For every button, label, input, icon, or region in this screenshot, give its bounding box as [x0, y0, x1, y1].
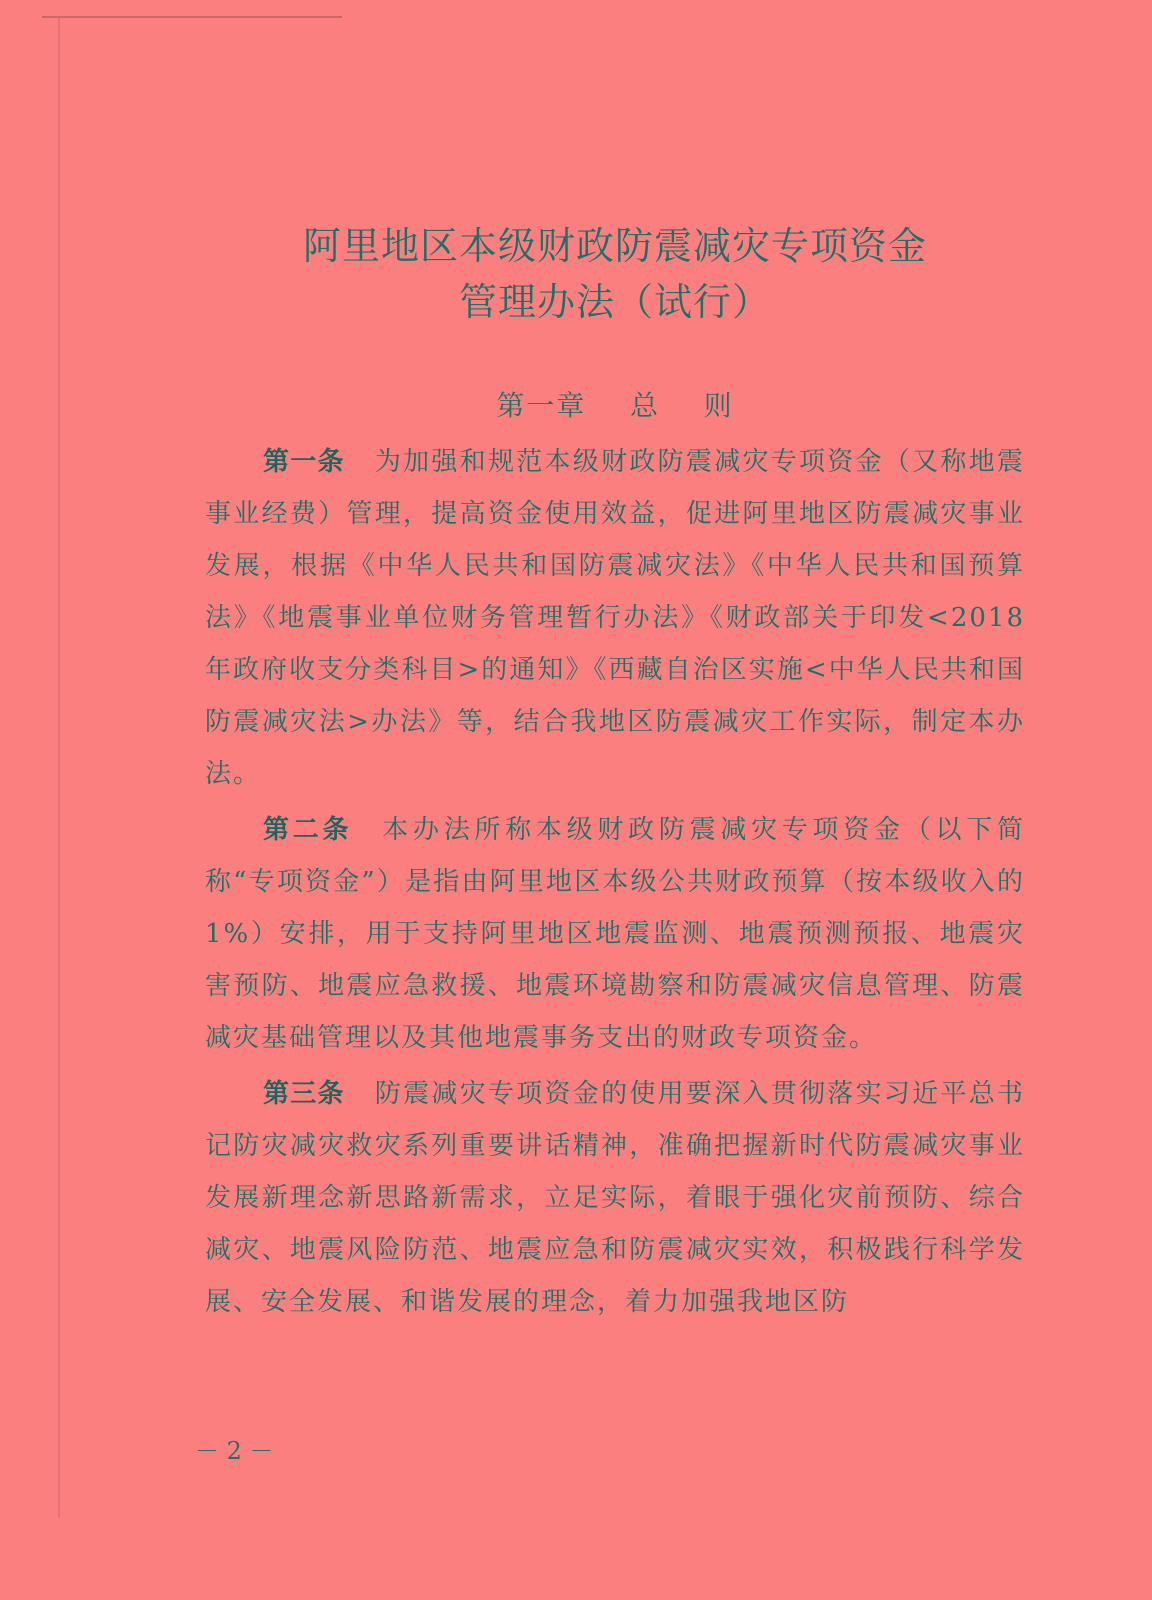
article-label: 第一条 — [263, 447, 345, 477]
document-page — [205, 0, 1025, 1600]
article-text: 为加强和规范本级财政防震减灾专项资金（又称地震事业经费）管理，提高资金使用效益，促进阿里地区防震减灾事业发展，根据《中华人民共和国防震减灾法》《中华人民共和国预算法》《地震事业单位财务管理暂行办法》《财政部关于印发<2018年政府收支分类科目>的通知》《西藏自治区实施<中华人民共和国防震减灾法>办法》等，结合我地区防震减灾工作实际，制定本办法。 — [205, 447, 1025, 789]
document-title — [205, 218, 1025, 330]
article-1 — [205, 436, 1025, 800]
article-2 — [205, 804, 1025, 1064]
article-text: 防震减灾专项资金的使用要深入贯彻落实习近平总书记防灾减灾救灾系列重要讲话精神，准确把握新时代防震减灾事业发展新理念新思路新需求，立足实际，着眼于强化灾前预防、综合减灾、地震风险防范、地震应急和防震减灾实效，积极践行科学发展、安全发展、和谐发展的理念，着力加强我地区防 — [205, 1079, 1025, 1317]
article-label: 第二条 — [263, 815, 353, 845]
article-label: 第三条 — [263, 1079, 345, 1109]
article-list — [205, 436, 1025, 1328]
title-line-2: 管理办法（试行） — [458, 280, 771, 324]
title-line-1: 阿里地区本级财政防震减灾专项资金 — [302, 224, 927, 268]
scan-edge-left — [58, 18, 60, 1518]
page-number: － 2 － — [195, 1437, 274, 1465]
chapter-heading: 第一章 总 则 — [496, 389, 734, 422]
article-3 — [205, 1068, 1025, 1328]
article-text: 本办法所称本级财政防震减灾专项资金（以下简称“专项资金”）是指由阿里地区本级公共财政预算（按本级收入的 1%）安排，用于支持阿里地区地震监测、地震预测预报、地震灾害预防、地震应急救援、地震环境勘察和防震减灾信息管理、防震减灾基础管理以及其他地震事务支出的财政专项资金。 — [205, 815, 1025, 1053]
